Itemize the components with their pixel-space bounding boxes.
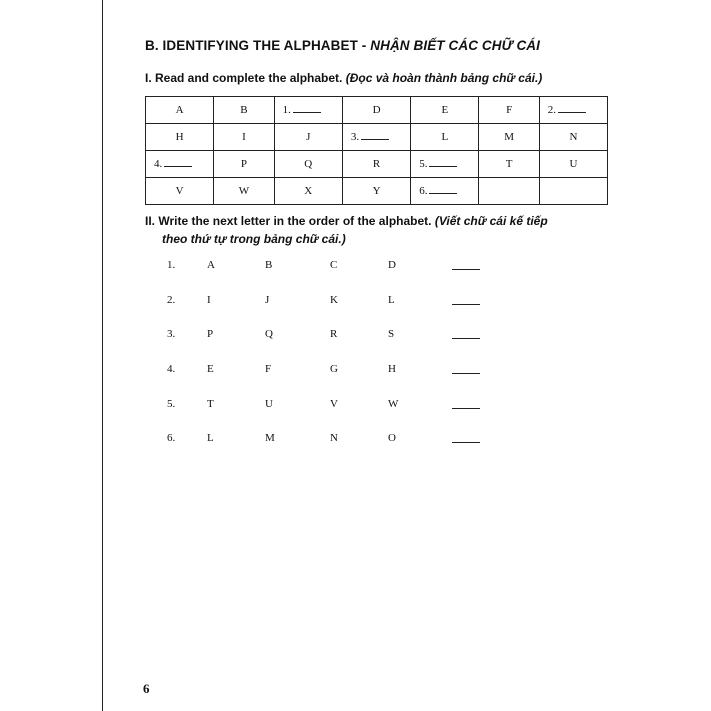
page-number: 6 xyxy=(143,681,150,696)
answer-blank[interactable] xyxy=(452,408,480,409)
exercise-row xyxy=(0,432,711,446)
answer-line[interactable] xyxy=(429,158,457,167)
blank-number: 1. xyxy=(282,104,291,116)
letter-cell: N xyxy=(539,124,607,151)
exercise-letter: S xyxy=(388,328,395,340)
blank-number: 4. xyxy=(154,158,163,170)
letter-cell: I xyxy=(214,124,274,151)
answer-blank[interactable] xyxy=(452,304,480,305)
answer-line[interactable] xyxy=(558,104,586,113)
exercise-letter: G xyxy=(330,363,338,375)
answer-line[interactable] xyxy=(429,185,457,194)
answer-blank[interactable] xyxy=(452,373,480,374)
letter-cell: T xyxy=(479,151,539,178)
exercise-number: 1. xyxy=(167,259,176,271)
section-2-vietnamese-2: theo thứ tự trong bảng chữ cái.) xyxy=(162,232,346,246)
table-row xyxy=(146,124,608,151)
exercise-letter: C xyxy=(330,259,338,271)
exercise-row xyxy=(0,398,711,412)
letter-cell: R xyxy=(342,151,410,178)
fill-in-blank-cell[interactable] xyxy=(274,97,342,124)
letter-cell xyxy=(539,178,607,205)
exercise-letter: L xyxy=(207,432,214,444)
answer-line[interactable] xyxy=(293,104,321,113)
exercise-letter: T xyxy=(207,398,214,410)
letter-cell: F xyxy=(479,97,539,124)
letter-cell: D xyxy=(342,97,410,124)
letter-cell: M xyxy=(479,124,539,151)
letter-cell: X xyxy=(274,178,342,205)
exercise-letter: H xyxy=(388,363,396,375)
fill-in-blank-cell[interactable] xyxy=(411,178,479,205)
exercise-letter: A xyxy=(207,259,215,271)
section-2-english: II. Write the next letter in the order of the alphabet. xyxy=(145,214,435,228)
letter-cell: W xyxy=(214,178,274,205)
letter-cell: Q xyxy=(274,151,342,178)
blank-number: 6. xyxy=(419,185,428,197)
letter-cell: B xyxy=(214,97,274,124)
blank-number: 2. xyxy=(547,104,557,116)
exercise-number: 4. xyxy=(167,363,176,375)
table-row xyxy=(146,97,608,124)
heading-english: B. IDENTIFYING THE ALPHABET - xyxy=(145,38,371,53)
blank-number: 5. xyxy=(419,158,428,170)
exercise-row xyxy=(0,294,711,308)
margin-line xyxy=(102,0,103,711)
exercise-row xyxy=(0,363,711,377)
fill-in-blank-cell[interactable] xyxy=(539,97,607,124)
exercise-letter: P xyxy=(207,328,214,340)
letter-cell: U xyxy=(539,151,607,178)
exercise-letter: U xyxy=(265,398,273,410)
letter-cell: P xyxy=(214,151,274,178)
answer-blank[interactable] xyxy=(452,442,480,443)
answer-line[interactable] xyxy=(164,158,192,167)
answer-blank[interactable] xyxy=(452,269,480,270)
answer-blank[interactable] xyxy=(452,338,480,339)
answer-line[interactable] xyxy=(361,131,389,140)
letter-cell: J xyxy=(274,124,342,151)
table-row xyxy=(146,151,608,178)
letter-cell: E xyxy=(411,97,479,124)
page-heading xyxy=(145,38,540,53)
letter-cell: V xyxy=(146,178,214,205)
exercise-letter: O xyxy=(388,432,396,444)
exercise-letter: D xyxy=(388,259,396,271)
letter-cell: A xyxy=(146,97,214,124)
letter-cell: L xyxy=(411,124,479,151)
fill-in-blank-cell[interactable] xyxy=(342,124,410,151)
fill-in-blank-cell[interactable] xyxy=(146,151,214,178)
exercise-letter: M xyxy=(265,432,275,444)
exercise-number: 6. xyxy=(167,432,176,444)
exercise-letter: R xyxy=(330,328,338,340)
exercise-letter: J xyxy=(265,294,270,306)
section-2-instruction xyxy=(145,212,585,248)
section-2-vietnamese-1: (Viết chữ cái kế tiếp xyxy=(434,214,548,228)
exercise-letter: Q xyxy=(265,328,273,340)
section-1-vietnamese: (Đọc và hoàn thành bảng chữ cái.) xyxy=(345,71,543,85)
exercise-number: 2. xyxy=(167,294,176,306)
exercise-number: 5. xyxy=(167,398,176,410)
exercise-letter: E xyxy=(207,363,214,375)
exercise-letter: I xyxy=(207,294,211,306)
exercise-letter: W xyxy=(388,398,399,410)
alphabet-table xyxy=(145,96,608,205)
blank-number: 3. xyxy=(350,131,360,143)
exercise-letter: L xyxy=(388,294,395,306)
table-row xyxy=(146,178,608,205)
exercise-letter: N xyxy=(330,432,338,444)
exercise-row xyxy=(0,259,711,273)
fill-in-blank-cell[interactable] xyxy=(411,151,479,178)
exercise-letter: V xyxy=(330,398,338,410)
exercise-number: 3. xyxy=(167,328,176,340)
exercise-row xyxy=(0,328,711,342)
heading-vietnamese: NHẬN BIẾT CÁC CHỮ CÁI xyxy=(370,38,541,53)
exercise-letter: F xyxy=(265,363,272,375)
exercise-letter: B xyxy=(265,259,273,271)
exercise-letter: K xyxy=(330,294,338,306)
letter-cell: H xyxy=(146,124,214,151)
section-1-english: I. Read and complete the alphabet. xyxy=(145,71,346,85)
letter-cell xyxy=(479,178,539,205)
section-1-instruction xyxy=(145,71,542,85)
letter-cell: Y xyxy=(342,178,410,205)
